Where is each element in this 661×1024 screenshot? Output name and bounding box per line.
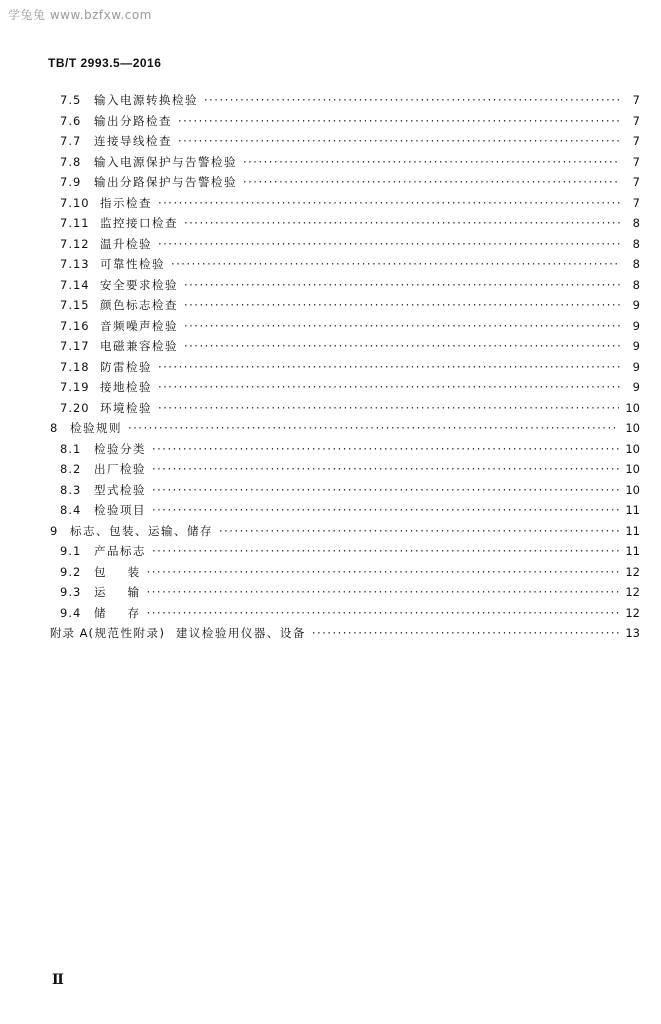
- toc-entry-page: 9: [632, 318, 640, 333]
- toc-entry-number: 7.12: [60, 236, 90, 251]
- toc-entry-title: 指示检查: [100, 195, 152, 210]
- toc-entry: [60, 582, 640, 603]
- toc-entry: [60, 152, 640, 173]
- toc-entry: [60, 336, 640, 357]
- toc-entry-title: 标志、包装、运输、储存: [70, 523, 213, 538]
- toc-entry: [60, 541, 640, 562]
- toc-entry-number: 9.4: [60, 605, 82, 620]
- toc-entry-page: 10: [625, 421, 640, 435]
- toc-entry-number: 9: [50, 523, 59, 538]
- toc-entry-number: 9.1: [60, 544, 82, 558]
- toc-entry: [60, 377, 640, 398]
- toc-entry-title: 接地检验: [100, 380, 152, 394]
- toc-leader-dots: [158, 234, 620, 255]
- toc-entry-title: 出厂检验: [94, 462, 146, 476]
- toc-leader-dots: [152, 541, 619, 562]
- toc-entry-title: 连接导线检查: [94, 134, 172, 148]
- toc-entry-page: 9: [632, 339, 640, 353]
- toc-entry-title: 检验规则: [70, 421, 122, 435]
- toc-entry: [60, 562, 640, 583]
- toc-entry: [60, 439, 640, 460]
- toc-entry-title: 颜色标志检查: [100, 298, 178, 312]
- toc-entry: [50, 623, 640, 644]
- toc-entry-number: 9.3: [60, 585, 82, 599]
- toc-entry: [60, 459, 640, 480]
- toc-leader-dots: [147, 582, 620, 603]
- toc-entry-page: 8: [632, 216, 640, 230]
- toc-entry-number: 7.19: [60, 380, 90, 394]
- toc-entry-title: 型式检验: [94, 482, 146, 497]
- toc-entry-number: 8.1: [60, 441, 82, 456]
- toc-entry-page: 9: [632, 359, 640, 374]
- toc-entry-page: 7: [632, 195, 640, 210]
- toc-entry-number: 7.13: [60, 257, 90, 271]
- toc-entry-title: 音频噪声检验: [100, 318, 178, 333]
- toc-entry-title: 输出分路检查: [94, 113, 172, 128]
- toc-entry-title: 输出分路保护与告警检验: [94, 175, 237, 189]
- toc-entry-page: 7: [632, 113, 640, 128]
- toc-leader-dots: [184, 316, 620, 337]
- toc-entry: [50, 521, 640, 542]
- toc-leader-dots: [152, 459, 619, 480]
- toc-entry-number: 7.11: [60, 216, 90, 230]
- toc-entry: [60, 500, 640, 521]
- document-code: TB/T 2993.5—2016: [48, 56, 162, 70]
- toc-entry: [60, 131, 640, 152]
- toc-entry-page: 7: [632, 134, 640, 148]
- toc-entry-page: 8: [632, 236, 640, 251]
- toc-leader-dots: [243, 152, 620, 173]
- toc-entry-page: 7: [632, 154, 640, 169]
- toc-entry-number: 8.3: [60, 482, 82, 497]
- toc-entry-title: 监控接口检查: [100, 216, 178, 230]
- toc-leader-dots: [178, 111, 620, 132]
- toc-leader-dots: [158, 377, 620, 398]
- toc-leader-dots: [184, 275, 620, 296]
- page-number: Ⅱ: [52, 972, 64, 988]
- toc-entry-title: 电磁兼容检验: [100, 339, 178, 353]
- toc-entry: [60, 316, 640, 337]
- toc-leader-dots: [128, 418, 619, 439]
- toc-entry: [60, 111, 640, 132]
- toc-entry: [60, 234, 640, 255]
- watermark: 学兔兔 www.bzfxw.com: [8, 8, 152, 22]
- toc-leader-dots: [184, 336, 620, 357]
- toc-entry: [60, 603, 640, 624]
- toc-entry-page: 11: [625, 523, 640, 538]
- toc-entry-number: 7.17: [60, 339, 90, 353]
- toc-entry-title: 包 装: [94, 564, 141, 579]
- toc-leader-dots: [158, 193, 620, 214]
- toc-entry: [60, 275, 640, 296]
- toc-entry: [60, 295, 640, 316]
- toc-entry-title: 运 输: [94, 585, 141, 599]
- toc-entry-number: 7.20: [60, 400, 90, 415]
- toc-entry-number: 7.9: [60, 175, 82, 189]
- toc-entry-title: 输入电源保护与告警检验: [94, 154, 237, 169]
- toc-entry-page: 10: [625, 462, 640, 476]
- toc-entry-page: 12: [625, 564, 640, 579]
- toc-entry-number: 7.7: [60, 134, 82, 148]
- toc-entry-page: 10: [625, 441, 640, 456]
- toc-entry: [60, 254, 640, 275]
- toc-entry-number: 8.2: [60, 462, 82, 476]
- toc-leader-dots: [312, 623, 620, 644]
- toc-entry: [60, 90, 640, 111]
- toc-leader-dots: [243, 172, 620, 193]
- toc-entry-number: 7.14: [60, 277, 90, 292]
- toc-entry-title: 输入电源转换检验: [94, 93, 198, 107]
- toc-entry: [60, 193, 640, 214]
- toc-entry-page: 11: [625, 503, 640, 517]
- toc-leader-dots: [171, 254, 620, 275]
- toc-entry-number: 附录 A: [50, 626, 89, 640]
- toc-entry-page: 7: [632, 93, 640, 107]
- toc-entry-title: 防雷检验: [100, 359, 152, 374]
- toc-entry-title: 温升检验: [100, 236, 152, 251]
- toc-entry-number: 7.15: [60, 298, 90, 312]
- toc-entry-page: 7: [632, 175, 640, 189]
- toc-entry-page: 8: [632, 277, 640, 292]
- toc-entry-title: 可靠性检验: [100, 257, 165, 271]
- toc-leader-dots: [147, 603, 620, 624]
- toc-entry-number: 7.5: [60, 93, 82, 107]
- toc-entry: [60, 398, 640, 419]
- toc-entry-page: 12: [625, 605, 640, 620]
- toc-entry-title: (规范性附录) 建议检验用仪器、设备: [88, 626, 306, 640]
- toc-entry-number: 7.18: [60, 359, 90, 374]
- toc-entry-page: 9: [632, 298, 640, 312]
- toc-leader-dots: [152, 500, 619, 521]
- toc-entry-title: 环境检验: [100, 400, 152, 415]
- toc-leader-dots: [158, 398, 619, 419]
- toc-entry-page: 8: [632, 257, 640, 271]
- toc-leader-dots: [158, 357, 620, 378]
- toc-entry-title: 储 存: [94, 605, 141, 620]
- toc-leader-dots: [184, 213, 620, 234]
- toc-entry-page: 10: [625, 400, 640, 415]
- toc-leader-dots: [147, 562, 620, 583]
- toc-entry-number: 7.16: [60, 318, 90, 333]
- toc-entry-title: 安全要求检验: [100, 277, 178, 292]
- toc-entry-number: 7.10: [60, 195, 90, 210]
- toc-entry-page: 11: [625, 544, 640, 558]
- toc-entry: [50, 418, 640, 439]
- toc-leader-dots: [204, 90, 620, 111]
- toc-entry-number: 7.8: [60, 154, 82, 169]
- toc-entry-number: 8.4: [60, 503, 82, 517]
- toc-leader-dots: [219, 521, 619, 542]
- toc-entry-title: 检验项目: [94, 503, 146, 517]
- toc-entry-page: 10: [625, 482, 640, 497]
- toc-entry: [60, 172, 640, 193]
- toc-entry: [60, 480, 640, 501]
- toc-entry-number: 9.2: [60, 564, 82, 579]
- toc-leader-dots: [152, 480, 619, 501]
- toc-entry: [60, 213, 640, 234]
- toc-leader-dots: [184, 295, 620, 316]
- toc-entry-title: 检验分类: [94, 441, 146, 456]
- toc-entry-title: 产品标志: [94, 544, 146, 558]
- toc-entry-page: 9: [632, 380, 640, 394]
- toc-entry-page: 12: [625, 585, 640, 599]
- toc-entry-number: 8: [50, 421, 59, 435]
- toc-leader-dots: [178, 131, 620, 152]
- toc-leader-dots: [152, 439, 619, 460]
- toc-entry-page: 13: [625, 626, 640, 640]
- toc-entry: [60, 357, 640, 378]
- toc-entry-number: 7.6: [60, 113, 82, 128]
